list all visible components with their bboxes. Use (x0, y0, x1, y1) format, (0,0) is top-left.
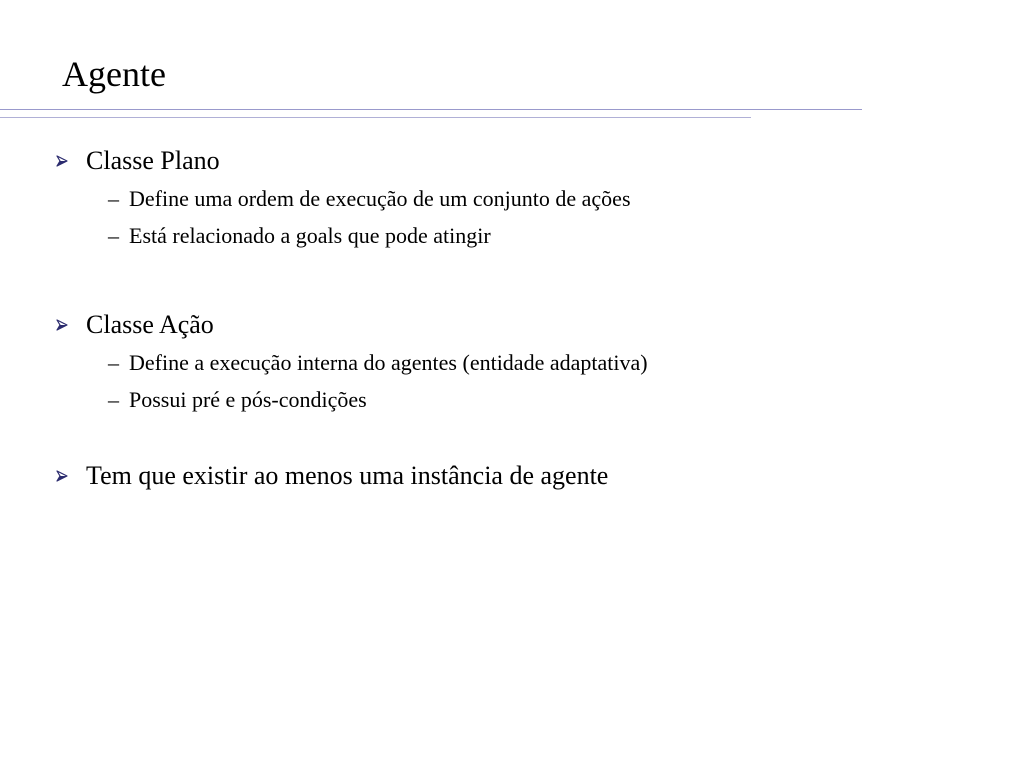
bullet-item (56, 310, 214, 340)
sub-item-text: Possui pré e pós-condições (129, 387, 367, 412)
bullet-text: Classe Plano (86, 146, 220, 175)
sub-item-text: Define a execução interna do agentes (entidade adaptativa) (129, 350, 648, 375)
title-divider-bottom (0, 117, 751, 118)
chevron-arrow-bullet-icon (56, 312, 86, 338)
slide-title: Agente (62, 54, 166, 94)
bullet-text: Tem que existir ao menos uma instância de agente (86, 461, 609, 490)
sub-item (108, 223, 491, 249)
sub-item-marker: – (108, 186, 119, 211)
bullet-text: Classe Ação (86, 310, 214, 339)
sub-item-marker: – (108, 350, 119, 375)
sub-item-marker: – (108, 387, 119, 412)
chevron-arrow-bullet-icon (56, 463, 86, 489)
bullet-item (56, 461, 608, 491)
sub-item (108, 186, 631, 212)
sub-item-text: Define uma ordem de execução de um conjunto de ações (129, 186, 631, 211)
sub-item-marker: – (108, 223, 119, 248)
sub-item-text: Está relacionado a goals que pode atingir (129, 223, 491, 248)
sub-item (108, 350, 648, 376)
chevron-arrow-bullet-icon (56, 148, 86, 174)
sub-item (108, 387, 367, 413)
title-divider-top (0, 109, 862, 110)
bullet-item (56, 146, 220, 176)
